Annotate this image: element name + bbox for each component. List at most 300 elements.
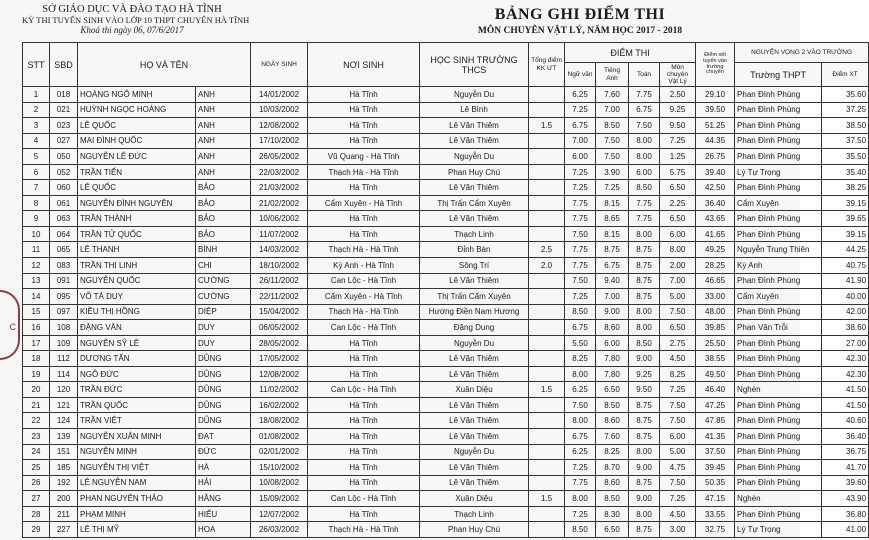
- row-sbd: 050: [50, 149, 78, 165]
- row-school: Lê Văn Thiêm: [420, 429, 529, 445]
- row-literature: 7.25: [565, 460, 596, 476]
- row-sbd: 065: [50, 242, 78, 258]
- table-row: [23, 226, 869, 242]
- row-math: 9.00: [629, 460, 660, 476]
- row-literature: 6.25: [565, 382, 596, 398]
- row-physics: 2.00: [660, 258, 696, 274]
- row-nv2-school: Lý Tự Trọng: [735, 164, 822, 180]
- row-sbd: 083: [50, 258, 78, 274]
- row-bonus: 1.5: [529, 382, 565, 398]
- row-literature: 7.75: [565, 475, 596, 491]
- row-birthplace: Hà Tĩnh: [308, 475, 420, 491]
- row-dob: 11/07/2002: [251, 226, 308, 242]
- row-birthplace: Can Lộc - Hà Tĩnh: [308, 320, 420, 336]
- row-birthplace: Hà Tĩnh: [308, 460, 420, 476]
- row-nv2-score: 36.80: [822, 506, 869, 522]
- row-sbd: 121: [50, 397, 78, 413]
- row-sbd: 052: [50, 164, 78, 180]
- row-nv2-school: Phan Đình Phùng: [735, 475, 822, 491]
- row-admission-score: 49.50: [696, 366, 735, 382]
- row-birthplace: Hà Tĩnh: [308, 366, 420, 382]
- row-admission-score: 25.50: [696, 335, 735, 351]
- col-bonus: Tổng điểm KK ƯT: [529, 43, 565, 87]
- row-stt: 7: [23, 180, 50, 196]
- row-english: 8.60: [596, 413, 629, 429]
- row-last-name: LÊ THANH: [78, 242, 196, 258]
- row-admission-score: 50.35: [696, 475, 735, 491]
- row-birthplace: Thạch Hà - Hà Tĩnh: [308, 522, 420, 538]
- row-literature: 6.25: [565, 87, 596, 103]
- row-english: 9.00: [596, 304, 629, 320]
- row-nv2-school: Nghèn: [735, 491, 822, 507]
- row-birthplace: Hà Tĩnh: [308, 335, 420, 351]
- row-birthplace: Cẩm Xuyên - Hà Tĩnh: [308, 195, 420, 211]
- row-bonus: [529, 335, 565, 351]
- col-school: HỌC SINH TRƯỜNG THCS: [420, 43, 529, 87]
- col-physics: Môn chuyên Vật Lý: [660, 63, 696, 87]
- row-stt: 20: [23, 382, 50, 398]
- row-sbd: 114: [50, 366, 78, 382]
- row-sbd: 120: [50, 382, 78, 398]
- row-bonus: [529, 149, 565, 165]
- row-admission-score: 49.25: [696, 242, 735, 258]
- row-first-name: ANH: [196, 164, 251, 180]
- row-english: 7.60: [596, 429, 629, 445]
- row-physics: 4.50: [660, 506, 696, 522]
- row-first-name: DŨNG: [196, 366, 251, 382]
- row-english: 8.60: [596, 475, 629, 491]
- row-nv2-score: 36.40: [822, 429, 869, 445]
- row-stt: 4: [23, 133, 50, 149]
- row-stt: 14: [23, 289, 50, 305]
- row-math: 8.00: [629, 506, 660, 522]
- row-dob: 02/01/2002: [251, 444, 308, 460]
- row-school: Lê Văn Thiêm: [420, 133, 529, 149]
- row-school: Lê Văn Thiêm: [420, 273, 529, 289]
- row-first-name: DŨNG: [196, 382, 251, 398]
- row-nv2-score: 41.00: [822, 522, 869, 538]
- row-physics: 3.00: [660, 522, 696, 538]
- row-math: 6.75: [629, 102, 660, 118]
- row-literature: 7.25: [565, 180, 596, 196]
- row-bonus: [529, 397, 565, 413]
- row-nv2-score: 40.60: [822, 413, 869, 429]
- row-nv2-school: Phan Đình Phùng: [735, 366, 822, 382]
- row-school: Lê Văn Thiêm: [420, 118, 529, 134]
- row-first-name: ANH: [196, 118, 251, 134]
- row-literature: 7.25: [565, 102, 596, 118]
- row-bonus: [529, 102, 565, 118]
- row-sbd: 211: [50, 506, 78, 522]
- row-first-name: DIỆP: [196, 304, 251, 320]
- row-admission-score: 33.00: [696, 289, 735, 305]
- row-last-name: VÕ TÁ DUY: [78, 289, 196, 305]
- row-last-name: NGUYỄN THỊ VIỆT: [78, 460, 196, 476]
- row-stt: 27: [23, 491, 50, 507]
- row-dob: 10/03/2002: [251, 102, 308, 118]
- row-admission-score: 33.55: [696, 506, 735, 522]
- table-row: [23, 382, 869, 398]
- exam-name: KỲ THI TUYỂN SINH VÀO LỚP 10 THPT CHUYÊN HÀ TĨNH: [22, 15, 250, 25]
- row-literature: 7.00: [565, 133, 596, 149]
- row-literature: 5.50: [565, 335, 596, 351]
- row-stt: 16: [23, 320, 50, 336]
- row-nv2-school: Phan Văn Trỗi: [735, 320, 822, 336]
- row-math: 8.75: [629, 397, 660, 413]
- row-first-name: ANH: [196, 102, 251, 118]
- table-row: [23, 258, 869, 274]
- row-last-name: NGUYỄN ĐÌNH NGUYÊN: [78, 195, 196, 211]
- row-sbd: 227: [50, 522, 78, 538]
- row-school: Nguyễn Du: [420, 149, 529, 165]
- row-nv2-school: Lý Tự Trọng: [735, 522, 822, 538]
- row-math: 8.75: [629, 273, 660, 289]
- row-nv2-score: 35.40: [822, 164, 869, 180]
- row-stt: 25: [23, 460, 50, 476]
- row-last-name: NGUYỄN SỸ LÊ: [78, 335, 196, 351]
- col-literature: Ngữ văn: [565, 63, 596, 87]
- row-stt: 24: [23, 444, 50, 460]
- row-math: 9.50: [629, 382, 660, 398]
- row-math: 8.75: [629, 242, 660, 258]
- row-sbd: 185: [50, 460, 78, 476]
- row-school: Lê Bình: [420, 102, 529, 118]
- row-nv2-school: Phan Đình Phùng: [735, 273, 822, 289]
- row-admission-score: 46.65: [696, 273, 735, 289]
- row-stt: 2: [23, 102, 50, 118]
- col-scores-group: ĐIỂM THI: [565, 43, 696, 63]
- row-school: Sông Trí: [420, 258, 529, 274]
- row-math: 8.00: [629, 226, 660, 242]
- row-stt: 19: [23, 366, 50, 382]
- row-sbd: 200: [50, 491, 78, 507]
- row-physics: 2.25: [660, 195, 696, 211]
- row-admission-score: 44.35: [696, 133, 735, 149]
- row-birthplace: Can Lộc - Hà Tĩnh: [308, 491, 420, 507]
- row-nv2-score: 41.50: [822, 397, 869, 413]
- row-nv2-score: 41.90: [822, 273, 869, 289]
- row-sbd: 061: [50, 195, 78, 211]
- row-sbd: 108: [50, 320, 78, 336]
- row-last-name: TRẦN VIỆT: [78, 413, 196, 429]
- row-stt: 9: [23, 211, 50, 227]
- row-last-name: TRẦN THÀNH: [78, 211, 196, 227]
- row-physics: 2.50: [660, 87, 696, 103]
- row-literature: 7.25: [565, 164, 596, 180]
- table-row: [23, 180, 869, 196]
- row-first-name: BẢO: [196, 226, 251, 242]
- row-dob: 14/01/2002: [251, 87, 308, 103]
- row-birthplace: Hà Tĩnh: [308, 351, 420, 367]
- table-row: [23, 87, 869, 103]
- row-sbd: 023: [50, 118, 78, 134]
- row-nv2-school: Cẩm Xuyên: [735, 289, 822, 305]
- col-english: Tiếng Anh: [596, 63, 629, 87]
- row-physics: 5.00: [660, 444, 696, 460]
- row-birthplace: Thạch Hà - Hà Tĩnh: [308, 242, 420, 258]
- row-birthplace: Hà Tĩnh: [308, 444, 420, 460]
- row-english: 8.50: [596, 118, 629, 134]
- row-physics: 4.75: [660, 460, 696, 476]
- row-literature: 8.50: [565, 522, 596, 538]
- row-nv2-school: Phan Đình Phùng: [735, 102, 822, 118]
- red-seal-stamp: C: [0, 290, 20, 360]
- row-bonus: [529, 522, 565, 538]
- row-school: Nguyễn Du: [420, 335, 529, 351]
- row-stt: 18: [23, 351, 50, 367]
- row-nv2-school: Phan Đình Phùng: [735, 429, 822, 445]
- row-stt: 13: [23, 273, 50, 289]
- row-school: Lê Văn Thiêm: [420, 413, 529, 429]
- row-english: 6.75: [596, 258, 629, 274]
- row-admission-score: 47.25: [696, 397, 735, 413]
- row-physics: 9.50: [660, 118, 696, 134]
- row-bonus: [529, 351, 565, 367]
- row-dob: 26/11/2002: [251, 273, 308, 289]
- row-literature: 7.75: [565, 242, 596, 258]
- row-literature: 7.50: [565, 273, 596, 289]
- table-row: [23, 397, 869, 413]
- row-stt: 8: [23, 195, 50, 211]
- row-last-name: TRẦN TỬ QUỐC: [78, 226, 196, 242]
- row-first-name: HOA: [196, 522, 251, 538]
- row-english: 8.15: [596, 195, 629, 211]
- row-physics: 5.75: [660, 164, 696, 180]
- row-nv2-score: 35.50: [822, 149, 869, 165]
- row-first-name: ĐỨC: [196, 444, 251, 460]
- row-last-name: NGUYỄN XUÂN MINH: [78, 429, 196, 445]
- table-row: [23, 366, 869, 382]
- row-nv2-school: Phan Đình Phùng: [735, 351, 822, 367]
- row-first-name: HẢI: [196, 475, 251, 491]
- row-first-name: BẢO: [196, 211, 251, 227]
- row-english: 6.00: [596, 335, 629, 351]
- row-english: 7.50: [596, 149, 629, 165]
- row-school: Lê Văn Thiêm: [420, 366, 529, 382]
- row-math: 8.75: [629, 475, 660, 491]
- row-nv2-school: Phan Đình Phùng: [735, 460, 822, 476]
- row-literature: 8.25: [565, 351, 596, 367]
- row-physics: 6.50: [660, 320, 696, 336]
- table-row: [23, 133, 869, 149]
- col-nv2-school: Trường THPT: [735, 63, 822, 87]
- row-sbd: 097: [50, 304, 78, 320]
- row-stt: 3: [23, 118, 50, 134]
- row-nv2-school: Phan Đình Phùng: [735, 211, 822, 227]
- row-english: 7.50: [596, 133, 629, 149]
- row-sbd: 139: [50, 429, 78, 445]
- row-sbd: 063: [50, 211, 78, 227]
- row-english: 7.80: [596, 366, 629, 382]
- row-school: Xuân Diệu: [420, 491, 529, 507]
- row-admission-score: 47.15: [696, 491, 735, 507]
- row-dob: 10/06/2002: [251, 211, 308, 227]
- row-school: Thạch Linh: [420, 506, 529, 522]
- row-school: Đỉnh Bàn: [420, 242, 529, 258]
- row-dob: 17/10/2002: [251, 133, 308, 149]
- row-physics: 6.50: [660, 211, 696, 227]
- table-row: [23, 491, 869, 507]
- row-dob: 22/11/2002: [251, 289, 308, 305]
- row-literature: 8.50: [565, 304, 596, 320]
- row-bonus: [529, 195, 565, 211]
- row-english: 8.65: [596, 211, 629, 227]
- sheet-title: BẢNG GHI ĐIỂM THI: [494, 6, 666, 23]
- row-school: Hương Điền Nam Hương: [420, 304, 529, 320]
- row-birthplace: Cẩm Xuyên - Hà Tĩnh: [308, 289, 420, 305]
- table-row: [23, 195, 869, 211]
- row-bonus: [529, 320, 565, 336]
- row-nv2-score: 38.50: [822, 118, 869, 134]
- row-bonus: [529, 164, 565, 180]
- row-sbd: 151: [50, 444, 78, 460]
- table-row: [23, 304, 869, 320]
- table-row: [23, 320, 869, 336]
- row-nv2-score: 27.00: [822, 335, 869, 351]
- row-stt: 5: [23, 149, 50, 165]
- row-bonus: 1.5: [529, 491, 565, 507]
- row-nv2-score: 42.00: [822, 304, 869, 320]
- row-first-name: CHI: [196, 258, 251, 274]
- row-literature: 7.50: [565, 226, 596, 242]
- row-literature: 7.75: [565, 211, 596, 227]
- table-row: [23, 506, 869, 522]
- row-dob: 12/07/2002: [251, 506, 308, 522]
- row-nv2-school: Phan Đình Phùng: [735, 133, 822, 149]
- row-bonus: [529, 460, 565, 476]
- row-physics: 7.50: [660, 475, 696, 491]
- row-physics: 4.50: [660, 351, 696, 367]
- row-english: 8.50: [596, 397, 629, 413]
- row-bonus: 1.5: [529, 118, 565, 134]
- row-sbd: 021: [50, 102, 78, 118]
- row-sbd: 064: [50, 226, 78, 242]
- col-name: HỌ VÀ TÊN: [78, 43, 251, 87]
- row-physics: 8.00: [660, 242, 696, 258]
- col-math: Toán: [629, 63, 660, 87]
- row-stt: 26: [23, 475, 50, 491]
- col-dob: NGÀY SINH: [251, 43, 308, 87]
- row-bonus: [529, 226, 565, 242]
- row-birthplace: Hà Tĩnh: [308, 429, 420, 445]
- row-english: 8.30: [596, 506, 629, 522]
- row-bonus: [529, 429, 565, 445]
- row-physics: 7.50: [660, 304, 696, 320]
- row-nv2-score: 41.70: [822, 460, 869, 476]
- row-admission-score: 48.00: [696, 304, 735, 320]
- table-row: [23, 118, 869, 134]
- row-nv2-school: Phan Đình Phùng: [735, 149, 822, 165]
- row-last-name: LÊ THỊ MỸ: [78, 522, 196, 538]
- row-physics: 7.25: [660, 133, 696, 149]
- row-school: Đặng Dung: [420, 320, 529, 336]
- row-literature: 6.75: [565, 320, 596, 336]
- row-admission-score: 39.45: [696, 460, 735, 476]
- row-birthplace: Hà Tĩnh: [308, 397, 420, 413]
- row-english: 8.75: [596, 242, 629, 258]
- row-physics: 7.25: [660, 491, 696, 507]
- row-math: 8.75: [629, 289, 660, 305]
- row-last-name: TRẦN TIẾN: [78, 164, 196, 180]
- row-last-name: TRẦN ĐỨC: [78, 382, 196, 398]
- row-english: 7.00: [596, 289, 629, 305]
- sheet-subtitle: MÔN CHUYÊN VẬT LÝ, NĂM HỌC 2017 - 2018: [477, 26, 683, 36]
- row-first-name: ANH: [196, 87, 251, 103]
- table-row: [23, 273, 869, 289]
- row-admission-score: 47.85: [696, 413, 735, 429]
- row-admission-score: 39.40: [696, 164, 735, 180]
- row-dob: 22/03/2002: [251, 164, 308, 180]
- row-nv2-school: Phan Đình Phùng: [735, 444, 822, 460]
- row-stt: 21: [23, 397, 50, 413]
- row-math: 8.00: [629, 133, 660, 149]
- row-birthplace: Hà Tĩnh: [308, 226, 420, 242]
- header-left: [22, 4, 250, 35]
- row-bonus: [529, 506, 565, 522]
- row-stt: 11: [23, 242, 50, 258]
- row-physics: 6.00: [660, 226, 696, 242]
- row-school: Lê Văn Thiêm: [420, 397, 529, 413]
- row-nv2-school: Phan Đình Phùng: [735, 413, 822, 429]
- row-dob: 21/02/2002: [251, 195, 308, 211]
- row-sbd: 109: [50, 335, 78, 351]
- row-last-name: LÊ NGUYỄN NAM: [78, 475, 196, 491]
- row-dob: 12/08/2002: [251, 366, 308, 382]
- row-nv2-score: 38.60: [822, 320, 869, 336]
- table-row: [23, 164, 869, 180]
- row-sbd: 095: [50, 289, 78, 305]
- row-birthplace: Hà Tĩnh: [308, 413, 420, 429]
- row-english: 7.60: [596, 87, 629, 103]
- row-birthplace: Vũ Quang - Hà Tĩnh: [308, 149, 420, 165]
- row-literature: 8.00: [565, 491, 596, 507]
- row-sbd: 124: [50, 413, 78, 429]
- table-row: [23, 429, 869, 445]
- row-physics: 1.25: [660, 149, 696, 165]
- row-math: 8.00: [629, 149, 660, 165]
- row-dob: 14/03/2002: [251, 242, 308, 258]
- row-physics: 7.50: [660, 413, 696, 429]
- row-sbd: 091: [50, 273, 78, 289]
- row-physics: 5.00: [660, 289, 696, 305]
- row-math: 8.50: [629, 180, 660, 196]
- col-birthplace: NƠI SINH: [308, 43, 420, 87]
- row-sbd: 112: [50, 351, 78, 367]
- row-math: 9.25: [629, 366, 660, 382]
- table-row: [23, 460, 869, 476]
- row-first-name: CƯỜNG: [196, 273, 251, 289]
- table-row: [23, 149, 869, 165]
- row-nv2-school: Phan Đình Phùng: [735, 506, 822, 522]
- row-nv2-score: 41.50: [822, 382, 869, 398]
- col-stt: STT: [23, 43, 50, 87]
- row-nv2-score: 44.25: [822, 242, 869, 258]
- row-nv2-school: Nguyễn Trung Thiên: [735, 242, 822, 258]
- row-birthplace: Hà Tĩnh: [308, 133, 420, 149]
- row-dob: 06/05/2002: [251, 320, 308, 336]
- row-bonus: [529, 211, 565, 227]
- row-admission-score: 41.35: [696, 429, 735, 445]
- row-admission-score: 26.75: [696, 149, 735, 165]
- row-last-name: TRẦN QUỐC: [78, 397, 196, 413]
- row-english: 3.90: [596, 164, 629, 180]
- row-first-name: BẢO: [196, 195, 251, 211]
- table-row: [23, 211, 869, 227]
- row-physics: 9.25: [660, 102, 696, 118]
- row-admission-score: 28.25: [696, 258, 735, 274]
- row-nv2-score: 40.75: [822, 258, 869, 274]
- row-dob: 26/05/2002: [251, 149, 308, 165]
